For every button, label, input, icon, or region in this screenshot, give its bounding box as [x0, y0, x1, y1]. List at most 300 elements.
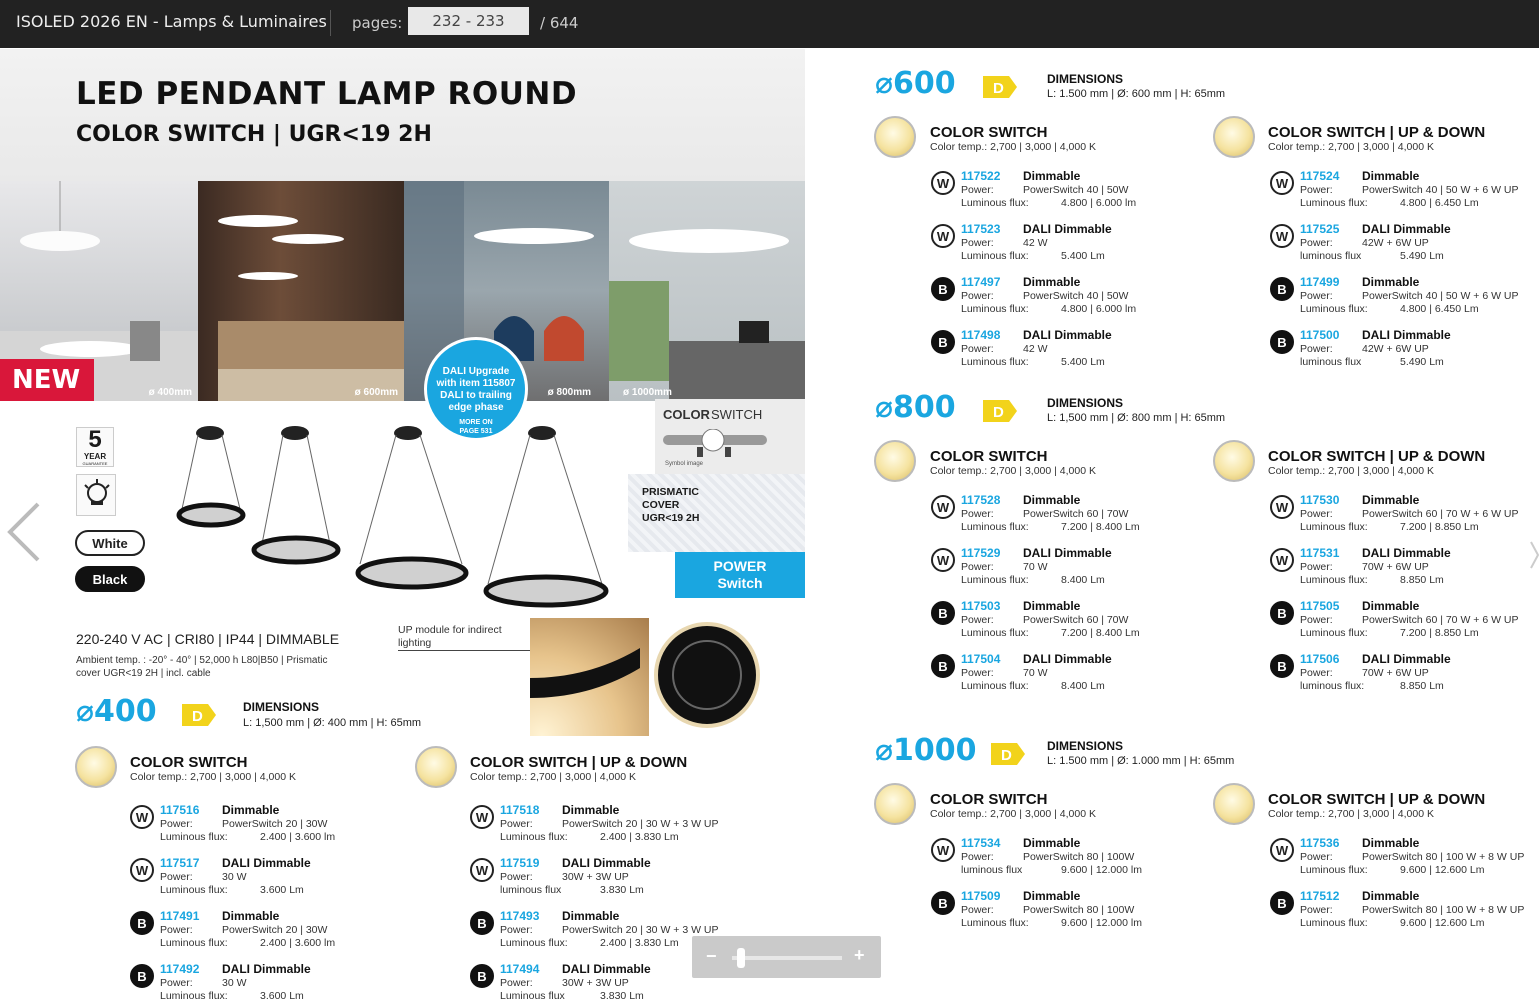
dimming-type: Dimmable [1362, 599, 1420, 613]
dimming-type: DALI Dimmable [1362, 652, 1451, 666]
flux-value: 2.400 | 3.830 Lm [600, 831, 679, 843]
flux-label: Luminous flux: [1300, 521, 1368, 533]
power-label: Power: [1300, 237, 1333, 249]
dimming-type: Dimmable [1023, 493, 1081, 507]
switch-icon [661, 429, 771, 459]
product-item [130, 803, 470, 853]
dimensions-value: L: 1.500 mm | Ø: 1.000 mm | H: 65mm [1047, 755, 1235, 767]
color-badge: B [1270, 277, 1294, 301]
prismatic-box [628, 474, 805, 552]
power-label: Power: [961, 508, 994, 520]
article-number[interactable]: 117530 [1300, 493, 1340, 507]
pages-label: pages: [352, 14, 403, 32]
flux-value: 3.600 Lm [260, 990, 304, 1002]
dimming-type: DALI Dimmable [1362, 546, 1451, 560]
power-label: Power: [961, 184, 994, 196]
flux-label: Luminous flux: [160, 937, 228, 949]
article-number[interactable]: 117536 [1300, 836, 1340, 850]
article-number[interactable]: 117497 [961, 275, 1001, 289]
section-subtitle: Color temp.: 2,700 | 3,000 | 4,000 K [930, 141, 1096, 153]
diameter-1000: ⌀1000 [875, 733, 977, 768]
dimming-type: Dimmable [1023, 599, 1081, 613]
svg-text:D: D [192, 708, 203, 725]
color-switch-icon [874, 783, 916, 825]
color-switch-icon [874, 440, 916, 482]
dimming-type: Dimmable [1023, 275, 1081, 289]
color-badge: W [931, 224, 955, 248]
flux-value: 2.400 | 3.830 Lm [600, 937, 679, 949]
product-item [1270, 328, 1539, 378]
color-badge: B [470, 911, 494, 935]
flux-label: Luminous flux: [160, 884, 228, 896]
article-number[interactable]: 117503 [961, 599, 1001, 613]
power-label: Power: [1300, 904, 1333, 916]
color-badge: W [130, 858, 154, 882]
section-title: COLOR SWITCH | UP & DOWN [1268, 448, 1486, 465]
dimming-type: Dimmable [1362, 169, 1420, 183]
section-subtitle: Color temp.: 2,700 | 3,000 | 4,000 K [930, 808, 1096, 820]
article-number[interactable]: 117525 [1300, 222, 1340, 236]
power-label: Power: [160, 871, 193, 883]
page-title: LED PENDANT LAMP ROUND [76, 76, 578, 112]
power-label: Power: [961, 343, 994, 355]
color-badge: W [1270, 548, 1294, 572]
power-label: Power: [1300, 508, 1333, 520]
power-value: PowerSwitch 60 | 70 W + 6 W UP [1362, 508, 1519, 520]
product-item [931, 889, 1271, 939]
power-label: Power: [961, 904, 994, 916]
dimming-type: Dimmable [1362, 889, 1420, 903]
dimensions-title: DIMENSIONS [1047, 739, 1124, 753]
flux-value: 7.200 | 8.850 Lm [1400, 521, 1479, 533]
flux-value: 9.600 | 12.000 lm [1061, 917, 1142, 929]
flux-label: Luminous flux: [1300, 917, 1368, 929]
article-number[interactable]: 117504 [961, 652, 1001, 666]
dimmable-icon [76, 474, 116, 516]
flux-value: 8.400 Lm [1061, 574, 1105, 586]
power-label: Power: [500, 977, 533, 989]
dimming-type: Dimmable [222, 909, 280, 923]
power-value: 70 W [1023, 561, 1048, 573]
photo-600 [198, 181, 404, 401]
diameter-400: ⌀400 [76, 694, 157, 729]
color-badge: W [470, 858, 494, 882]
article-number[interactable]: 117519 [500, 856, 540, 870]
color-switch-label: SWITCH [711, 407, 763, 422]
photo-size-label: ø 1000mm [623, 387, 672, 398]
diameter-600: ⌀600 [875, 66, 956, 101]
flux-label: Luminous flux: [500, 831, 568, 843]
color-badge: B [931, 891, 955, 915]
dimming-type: Dimmable [1023, 169, 1081, 183]
flux-value: 4.800 | 6.450 Lm [1400, 197, 1479, 209]
flux-label: Luminous flux: [1300, 864, 1368, 876]
article-number[interactable]: 117531 [1300, 546, 1340, 560]
article-number[interactable]: 117505 [1300, 599, 1340, 613]
color-badge: W [931, 548, 955, 572]
color-badge: B [931, 277, 955, 301]
power-label: Power: [500, 818, 533, 830]
power-value: PowerSwitch 80 | 100W [1023, 851, 1135, 863]
article-number[interactable]: 117499 [1300, 275, 1340, 289]
color-badge: W [1270, 171, 1294, 195]
page-number-input[interactable] [408, 7, 529, 35]
power-value: 70W + 6W UP [1362, 561, 1429, 573]
power-label: Power: [961, 851, 994, 863]
dimensions-title: DIMENSIONS [1047, 72, 1124, 86]
color-switch-updown-icon [1213, 116, 1255, 158]
flux-value: 7.200 | 8.850 Lm [1400, 627, 1479, 639]
flux-value: 5.490 Lm [1400, 356, 1444, 368]
dimming-type: Dimmable [562, 803, 620, 817]
power-value: PowerSwitch 40 | 50 W + 6 W UP [1362, 290, 1519, 302]
product-item [931, 493, 1271, 543]
flux-label: Luminous flux: [1300, 197, 1368, 209]
dimming-type: Dimmable [1362, 493, 1420, 507]
section-subtitle: Color temp.: 2,700 | 3,000 | 4,000 K [1268, 141, 1434, 153]
color-badge: B [470, 964, 494, 988]
room-illustration [198, 181, 404, 401]
color-badge: W [931, 495, 955, 519]
product-item [130, 962, 470, 1007]
article-number[interactable]: 117509 [961, 889, 1001, 903]
power-label: Power: [961, 614, 994, 626]
article-number[interactable]: 117523 [961, 222, 1001, 236]
power-value: 42 W [1023, 237, 1048, 249]
flux-value: 4.800 | 6.000 lm [1061, 197, 1137, 209]
flux-value: 8.850 Lm [1400, 574, 1444, 586]
color-badge: W [1270, 224, 1294, 248]
product-item [1270, 493, 1539, 543]
chevron-left-icon[interactable] [4, 500, 44, 564]
flux-value: 5.400 Lm [1061, 250, 1105, 262]
flux-label: Luminous flux: [160, 990, 228, 1002]
product-item [1270, 275, 1539, 325]
section-subtitle: Color temp.: 2,700 | 3,000 | 4,000 K [130, 771, 296, 783]
flux-value: 4.800 | 6.000 lm [1061, 303, 1137, 315]
power-value: 30 W [222, 977, 247, 989]
power-value: PowerSwitch 40 | 50 W + 6 W UP [1362, 184, 1519, 196]
power-value: 30W + 3W UP [562, 977, 629, 989]
power-value: PowerSwitch 20 | 30W [222, 924, 328, 936]
product-item [1270, 599, 1539, 649]
dali-line: PAGE 531 [459, 428, 493, 435]
flux-value: 9.600 | 12.600 Lm [1400, 917, 1485, 929]
header-band [0, 49, 805, 181]
flux-value: 9.600 | 12.000 lm [1061, 864, 1142, 876]
dali-line: DALI Upgrade [442, 366, 510, 377]
article-number[interactable]: 117493 [500, 909, 540, 923]
dimming-type: Dimmable [222, 803, 280, 817]
flux-label: Luminous flux: [961, 574, 1029, 586]
color-badge: B [931, 601, 955, 625]
energy-label-icon [977, 76, 1017, 98]
product-item [1270, 836, 1539, 886]
svg-text:D: D [1001, 747, 1012, 764]
article-number[interactable]: 117500 [1300, 328, 1340, 342]
power-value: PowerSwitch 60 | 70 W + 6 W UP [1362, 614, 1519, 626]
power-label: Power: [160, 977, 193, 989]
zoom-slider-track[interactable] [732, 956, 842, 960]
article-number[interactable]: 117491 [160, 909, 200, 923]
dimming-type: Dimmable [1023, 889, 1081, 903]
section-subtitle: Color temp.: 2,700 | 3,000 | 4,000 K [1268, 465, 1434, 477]
dimensions-title: DIMENSIONS [243, 700, 320, 714]
article-number[interactable]: 117529 [961, 546, 1001, 560]
power-label: Power: [961, 561, 994, 573]
flux-value: 5.400 Lm [1061, 356, 1105, 368]
dimming-type: DALI Dimmable [562, 856, 651, 870]
power-value: 42W + 6W UP [1362, 237, 1429, 249]
lamp-sizes-illustration [170, 419, 610, 609]
power-label: Power: [961, 667, 994, 679]
flux-value: 8.400 Lm [1061, 680, 1105, 692]
dimming-type: Dimmable [1023, 836, 1081, 850]
power-label: Power: [500, 924, 533, 936]
article-number[interactable]: 117534 [961, 836, 1001, 850]
dimming-type: DALI Dimmable [562, 962, 651, 976]
color-badge: W [1270, 838, 1294, 862]
product-item [931, 169, 1271, 219]
product-item [931, 328, 1271, 378]
product-item [931, 836, 1271, 886]
section-subtitle: Color temp.: 2,700 | 3,000 | 4,000 K [470, 771, 636, 783]
power-value: PowerSwitch 40 | 50W [1023, 290, 1129, 302]
flux-label: Luminous flux: [961, 917, 1029, 929]
product-item [1270, 652, 1539, 702]
diameter-800: ⌀800 [875, 390, 956, 425]
color-badge: B [931, 654, 955, 678]
flux-label: luminous flux [500, 884, 562, 896]
power-value: PowerSwitch 40 | 50W [1023, 184, 1129, 196]
guarantee-text: YEAR [83, 452, 107, 461]
product-item [1270, 889, 1539, 939]
catalog-page-right [805, 49, 1539, 1007]
dimming-type: Dimmable [1362, 836, 1420, 850]
product-item [470, 803, 805, 853]
product-item [1270, 546, 1539, 596]
color-badge: W [470, 805, 494, 829]
viewer-toolbar [0, 0, 1539, 48]
flux-value: 2.400 | 3.600 lm [260, 937, 336, 949]
power-value: 42W + 6W UP [1362, 343, 1429, 355]
power-label: Power: [500, 871, 533, 883]
power-label: Power: [1300, 667, 1333, 679]
power-label: Power: [1300, 343, 1333, 355]
up-module-note: lighting [398, 637, 432, 649]
product-item [931, 222, 1271, 272]
dimming-type: Dimmable [1362, 275, 1420, 289]
room-illustration [609, 181, 805, 401]
leader-line [398, 650, 530, 651]
color-badge: B [130, 964, 154, 988]
catalog-page-left [0, 49, 805, 1007]
dali-line: with item 115807 [436, 378, 516, 389]
power-value: PowerSwitch 80 | 100 W + 8 W UP [1362, 851, 1525, 863]
flux-value: 4.800 | 6.450 Lm [1400, 303, 1479, 315]
article-number[interactable]: 117498 [961, 328, 1001, 342]
section-subtitle: Color temp.: 2,700 | 3,000 | 4,000 K [930, 465, 1096, 477]
section-title: COLOR SWITCH [930, 124, 1048, 141]
power-label: Power: [160, 818, 193, 830]
document-title: ISOLED 2026 EN - Lamps & Luminaires [16, 12, 327, 31]
flux-value: 3.600 Lm [260, 884, 304, 896]
color-option-black: Black [75, 566, 145, 592]
dimming-type: DALI Dimmable [1023, 328, 1112, 342]
power-switch-badge [675, 552, 805, 598]
power-label: Power: [160, 924, 193, 936]
flux-label: Luminous flux: [961, 521, 1029, 533]
zoom-slider-thumb[interactable] [737, 948, 745, 968]
flux-label: luminous flux [961, 864, 1023, 876]
power-value: PowerSwitch 20 | 30 W + 3 W UP [562, 924, 719, 936]
section-title: COLOR SWITCH | UP & DOWN [1268, 124, 1486, 141]
product-item [470, 856, 805, 906]
color-badge: W [931, 838, 955, 862]
power-value: 70W + 6W UP [1362, 667, 1429, 679]
zoom-control [692, 936, 881, 978]
toolbar-divider [330, 10, 331, 36]
svg-text:D: D [993, 404, 1004, 421]
color-badge: B [130, 911, 154, 935]
article-number[interactable]: 117506 [1300, 652, 1340, 666]
flux-value: 7.200 | 8.400 Lm [1061, 521, 1140, 533]
guarantee-badge [76, 427, 114, 467]
power-label: Power: [961, 290, 994, 302]
color-switch-updown-icon [415, 746, 457, 788]
power-label: Power: [1300, 184, 1333, 196]
dimming-type: DALI Dimmable [1023, 222, 1112, 236]
power-label: Power: [1300, 290, 1333, 302]
section-subtitle: Color temp.: 2,700 | 3,000 | 4,000 K [1268, 808, 1434, 820]
color-badge: B [1270, 891, 1294, 915]
photo-1000 [609, 181, 805, 401]
power-label: Power: [1300, 614, 1333, 626]
power-value: PowerSwitch 60 | 70W [1023, 614, 1129, 626]
article-number[interactable]: 117524 [1300, 169, 1340, 183]
article-number[interactable]: 117516 [160, 803, 200, 817]
dimensions-value: L: 1,500 mm | Ø: 800 mm | H: 65mm [1047, 412, 1226, 424]
energy-label-icon [176, 704, 216, 726]
symbol-image-note: Symbol image [665, 461, 704, 467]
new-badge: NEW [0, 359, 94, 401]
prismatic-line: PRISMATIC [642, 486, 699, 498]
product-item [931, 599, 1271, 649]
dimming-type: DALI Dimmable [1023, 652, 1112, 666]
dali-line: MORE ON [459, 419, 493, 426]
color-switch-icon [75, 746, 117, 788]
article-number[interactable]: 117528 [961, 493, 1001, 507]
color-badge: B [1270, 654, 1294, 678]
chevron-right-icon[interactable] [1530, 540, 1539, 570]
power-value: 70 W [1023, 667, 1048, 679]
dimming-type: Dimmable [562, 909, 620, 923]
power-switch-text: POWER [713, 558, 767, 574]
flux-label: Luminous flux: [961, 197, 1029, 209]
dimensions-title: DIMENSIONS [1047, 396, 1124, 410]
color-switch-box [655, 399, 805, 474]
guarantee-number: 5 [88, 426, 102, 453]
flux-value: 5.490 Lm [1400, 250, 1444, 262]
prismatic-line: UGR<19 2H [642, 512, 700, 524]
svg-text:D: D [993, 80, 1004, 97]
zoom-in-button[interactable]: + [854, 945, 865, 965]
section-title: COLOR SWITCH [930, 791, 1048, 808]
article-number[interactable]: 117512 [1300, 889, 1340, 903]
article-number[interactable]: 117522 [961, 169, 1001, 183]
power-label: Power: [1300, 561, 1333, 573]
flux-label: luminous flux: [1300, 680, 1365, 692]
product-item [1270, 169, 1539, 219]
dimming-type: DALI Dimmable [1362, 328, 1451, 342]
color-switch-updown-icon [1213, 783, 1255, 825]
energy-label-icon [977, 400, 1017, 422]
flux-label: Luminous flux: [961, 627, 1029, 639]
article-number[interactable]: 117492 [160, 962, 200, 976]
section-title: COLOR SWITCH [130, 754, 248, 771]
product-item [1270, 222, 1539, 272]
photo-size-label: ø 600mm [354, 387, 398, 398]
color-badge: B [931, 330, 955, 354]
zoom-out-button[interactable]: − [706, 946, 717, 966]
power-label: Power: [961, 237, 994, 249]
flux-label: luminous flux [1300, 356, 1362, 368]
spec-main: 220-240 V AC | CRI80 | IP44 | DIMMABLE [76, 631, 340, 647]
flux-label: luminous flux [1300, 250, 1362, 262]
flux-value: 3.830 Lm [600, 884, 644, 896]
flux-value: 3.830 Lm [600, 990, 644, 1002]
flux-label: Luminous flux: [961, 356, 1029, 368]
energy-label-icon [985, 743, 1025, 765]
page-total: / 644 [540, 14, 579, 32]
flux-label: Luminous flux: [961, 680, 1029, 692]
power-switch-text: Switch [717, 575, 763, 591]
flux-value: 9.600 | 12.600 Lm [1400, 864, 1485, 876]
color-badge: W [130, 805, 154, 829]
flux-value: 7.200 | 8.400 Lm [1061, 627, 1140, 639]
flux-label: Luminous flux: [1300, 574, 1368, 586]
color-badge: B [1270, 330, 1294, 354]
flux-label: Luminous flux: [160, 831, 228, 843]
color-switch-icon [874, 116, 916, 158]
color-switch-label: COLOR [663, 407, 710, 422]
product-item [130, 856, 470, 906]
power-value: PowerSwitch 80 | 100 W + 8 W UP [1362, 904, 1525, 916]
color-badge: W [1270, 495, 1294, 519]
article-number[interactable]: 117518 [500, 803, 540, 817]
power-value: 30W + 3W UP [562, 871, 629, 883]
dimensions-value: L: 1.500 mm | Ø: 600 mm | H: 65mm [1047, 88, 1226, 100]
power-value: PowerSwitch 80 | 100W [1023, 904, 1135, 916]
power-value: PowerSwitch 20 | 30 W + 3 W UP [562, 818, 719, 830]
flux-value: 8.850 Lm [1400, 680, 1444, 692]
article-number[interactable]: 117494 [500, 962, 540, 976]
section-title: COLOR SWITCH | UP & DOWN [470, 754, 688, 771]
dimming-type: DALI Dimmable [1023, 546, 1112, 560]
spec-sub: Ambient temp. : -20° - 40° | 52,000 h L80|B50 | Prismatic [76, 655, 328, 666]
flux-label: Luminous flux: [500, 937, 568, 949]
power-value: 30 W [222, 871, 247, 883]
article-number[interactable]: 117517 [160, 856, 200, 870]
section-title: COLOR SWITCH | UP & DOWN [1268, 791, 1486, 808]
flux-label: Luminous flux: [1300, 303, 1368, 315]
power-value: 42 W [1023, 343, 1048, 355]
power-value: PowerSwitch 20 | 30W [222, 818, 328, 830]
dimming-type: DALI Dimmable [1362, 222, 1451, 236]
dimensions-value: L: 1,500 mm | Ø: 400 mm | H: 65mm [243, 717, 422, 729]
power-label: Power: [1300, 851, 1333, 863]
product-item [931, 546, 1271, 596]
